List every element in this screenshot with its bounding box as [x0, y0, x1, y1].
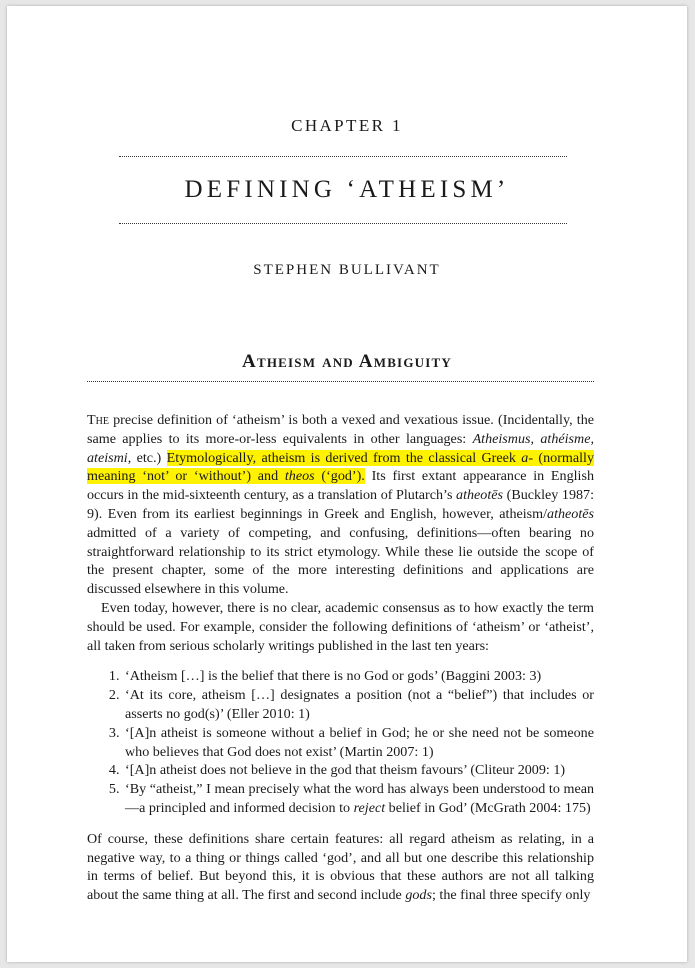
paragraph-3: Of course, these definitions share certain features: all regard atheism as relating, in a negative way, to a thing or things called ‘god’, and all but one describe this relationship in terms of belief. But beyond this, it is obvious that these authors are not all talking about the same thing at all. The first and second include gods; the final three specify only: [87, 830, 594, 904]
chapter-title: DEFINING ‘ATHEISM’: [184, 176, 510, 203]
section-heading: Atheism and Ambiguity: [242, 351, 452, 372]
dotted-rule-top: [119, 156, 567, 157]
author-name: STEPHEN BULLIVANT: [253, 262, 441, 278]
definitions-list: [87, 667, 594, 817]
list-item: 1. ‘Atheism […] is the belief that there is no God or gods’ (Baggini 2003: 3): [123, 667, 594, 686]
dotted-rule-bottom: [119, 223, 567, 224]
paragraph-2: Even today, however, there is no clear, academic consensus as to how exactly the term should be used. For example, consider the following definitions of ‘atheism’ or ‘atheist’, all taken from serious scholarly writings published in the last ten years:: [87, 599, 594, 654]
section-rule: [87, 381, 594, 382]
list-item: 3. ‘[A]n atheist is someone without a belief in God; he or she need not be someone who believes that God does not exist’ (Martin 2007: 1): [123, 724, 594, 762]
dropcaps-word: The: [87, 412, 109, 428]
paragraph-1: The precise definition of ‘atheism’ is both a vexed and vexatious issue. (Incidentally, the same applies to its more-or-less equivalents in other languages: Atheismus, athéisme, ateismi, etc.) Etymologically, atheism is derived from the classical Greek a- (normally meaning ‘not’ or ‘without’) and theos (‘god’). Its first extant appearance in English occurs in the mid-sixteenth century, as a translation of Plutarch’s atheotēs (Buckley 1987: 9). Even from its earliest beginnings in Greek and English, however, atheism/atheotēs admitted of a variety of competing, and confusing, definitions—often bearing no straightforward relationship to its strict etymology. While these lie outside the scope of the present chapter, some of the more interesting definitions and applications are discussed elsewhere in this volume.: [87, 412, 595, 598]
document-page: [7, 6, 687, 962]
list-item: 4. ‘[A]n atheist does not believe in the god that theism favours’ (Cliteur 2009: 1): [123, 761, 594, 780]
list-item: 2. ‘At its core, atheism […] designates a position (not a “belief”) that includes or asserts no god(s)’ (Eller 2010: 1): [123, 686, 594, 724]
body-text: [87, 411, 594, 905]
chapter-label: CHAPTER 1: [291, 116, 403, 135]
highlighted-passage[interactable]: Etymologically, atheism is derived from the classical Greek a- (normally meaning ‘not’ or ‘without’) and theos (‘god’).: [87, 449, 594, 485]
list-item: 5. ‘By “atheist,” I mean precisely what the word has always been understood to mean—a principled and informed decision to reject belief in God’ (McGrath 2004: 175): [123, 780, 594, 818]
